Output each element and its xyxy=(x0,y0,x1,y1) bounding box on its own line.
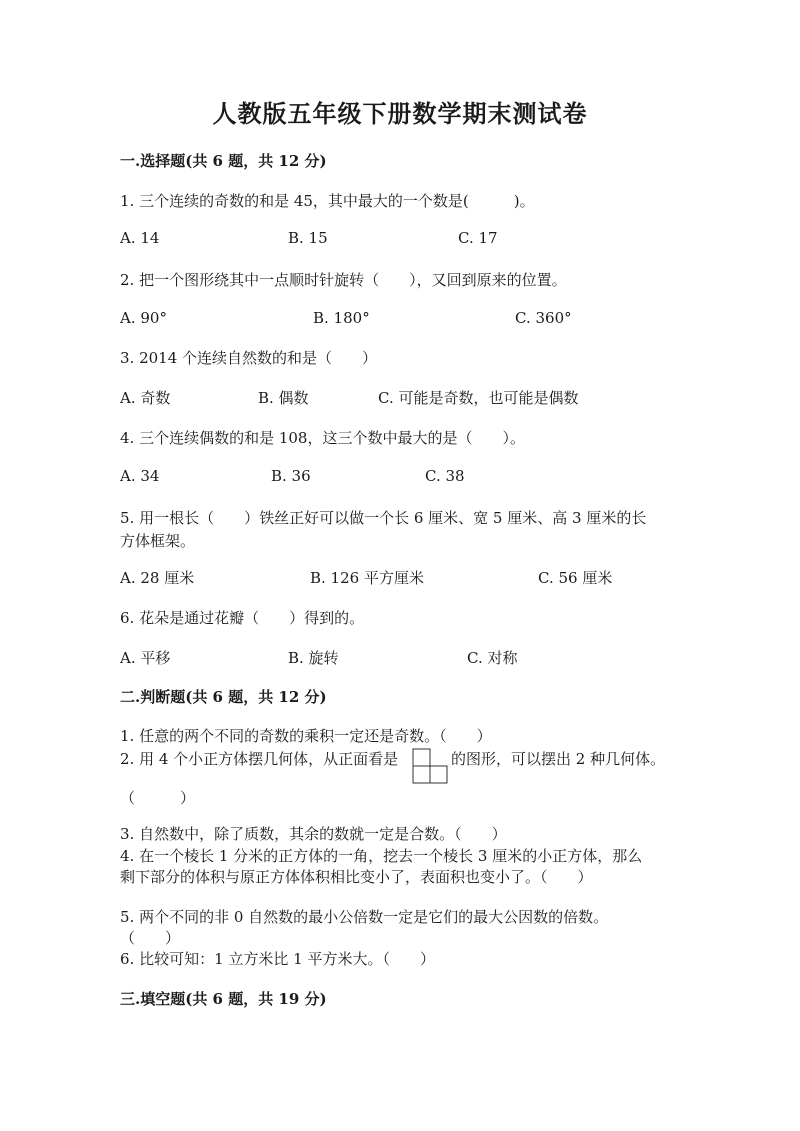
statement-text: 3. 自然数中，除了质数，其余的数就一定是合数。（ ） xyxy=(120,825,507,843)
statement-text-continued: 剩下部分的体积与原正方体体积相比变小了，表面积也变小了。（ ） xyxy=(120,868,593,886)
statement-text: 5. 两个不同的非 0 自然数的最小公倍数一定是它们的最大公因数的倍数。 xyxy=(120,908,609,926)
option-b: B. 180° xyxy=(313,309,370,327)
option-b: B. 126 平方厘米 xyxy=(310,569,424,587)
question-text: 1. 三个连续的奇数的和是 45，其中最大的一个数是( )。 xyxy=(120,192,535,210)
option-a: A. 奇数 xyxy=(120,389,171,407)
question-text: 4. 三个连续偶数的和是 108，这三个数中最大的是（ ）。 xyxy=(120,429,525,447)
option-c: C. 38 xyxy=(425,467,465,485)
question-text: 6. 花朵是通过花瓣（ ）得到的。 xyxy=(120,609,365,627)
statement-text: 1. 任意的两个不同的奇数的乘积一定还是奇数。（ ） xyxy=(120,727,492,745)
cube-front-view-figure xyxy=(412,748,448,784)
option-b: B. 36 xyxy=(271,467,311,485)
option-a: A. 28 厘米 xyxy=(120,569,195,587)
option-b: B. 旋转 xyxy=(288,649,339,667)
option-b: B. 15 xyxy=(288,229,328,247)
answer-blank: （ ） xyxy=(120,789,196,807)
page-title: 人教版五年级下册数学期末测试卷 xyxy=(212,99,588,128)
option-c: C. 17 xyxy=(458,229,498,247)
option-c: C. 对称 xyxy=(467,649,518,667)
option-a: A. 平移 xyxy=(120,649,171,667)
statement-text: 2. 用 4 个小正方体摆几何体，从正面看是 xyxy=(120,750,399,768)
section-heading-fill-blank: 三.填空题(共 6 题，共 19 分) xyxy=(120,990,327,1008)
question-text: 2. 把一个图形绕其中一点顺时针旋转（ ），又回到原来的位置。 xyxy=(120,271,567,289)
question-text: 5. 用一根长（ ）铁丝正好可以做一个长 6 厘米、宽 5 厘米、高 3 厘米的长 xyxy=(120,509,647,527)
answer-blank: （ ） xyxy=(120,929,181,947)
question-text: 3. 2014 个连续自然数的和是（ ） xyxy=(120,349,378,367)
section-heading-choice: 一.选择题(共 6 题，共 12 分) xyxy=(120,152,327,170)
option-b: B. 偶数 xyxy=(258,389,309,407)
statement-text-continued: 的图形，可以摆出 2 种几何体。 xyxy=(451,750,666,768)
section-heading-judgement: 二.判断题(共 6 题，共 12 分) xyxy=(120,688,327,706)
option-c: C. 可能是奇数，也可能是偶数 xyxy=(378,389,579,407)
statement-text: 4. 在一个棱长 1 分米的正方体的一角，挖去一个棱长 3 厘米的小正方体，那么 xyxy=(120,847,643,865)
option-c: C. 56 厘米 xyxy=(538,569,613,587)
statement-text: 6. 比较可知：1 立方米比 1 平方米大。（ ） xyxy=(120,950,435,968)
option-a: A. 90° xyxy=(120,309,167,327)
option-a: A. 34 xyxy=(120,467,160,485)
option-a: A. 14 xyxy=(120,229,160,247)
option-c: C. 360° xyxy=(515,309,572,327)
question-text-continued: 方体框架。 xyxy=(120,532,196,550)
